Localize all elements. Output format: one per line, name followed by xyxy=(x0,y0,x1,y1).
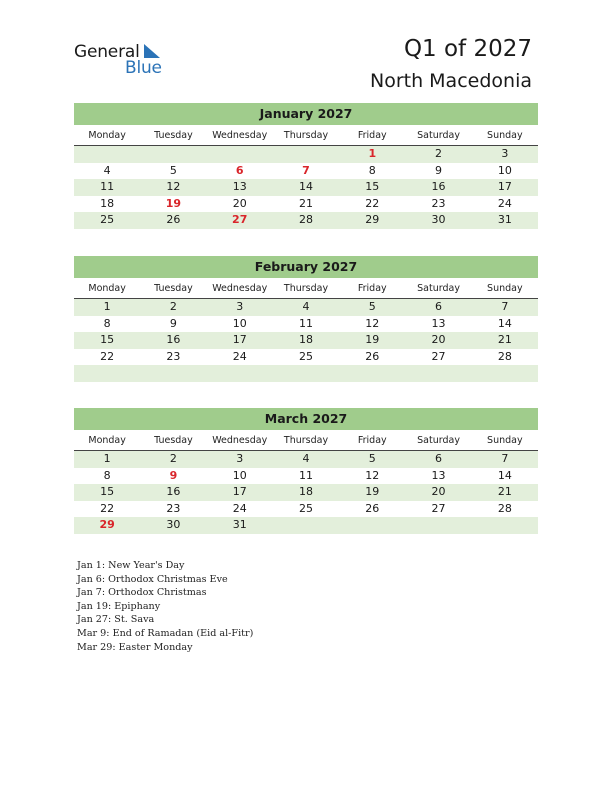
week-row xyxy=(74,484,538,501)
day-cell-holiday: 29 xyxy=(99,518,115,531)
week-row xyxy=(74,212,538,229)
week-row xyxy=(74,196,538,213)
day-cell: 20 xyxy=(431,333,446,346)
weekday-header-row xyxy=(74,280,538,299)
day-cell: 4 xyxy=(302,300,310,313)
day-cell: 10 xyxy=(232,316,247,330)
day-cell: 22 xyxy=(365,196,380,210)
day-cell: 11 xyxy=(100,180,115,193)
weekday-label: Monday xyxy=(88,435,126,446)
day-cell: 26 xyxy=(365,349,380,363)
day-cell: 10 xyxy=(232,468,247,482)
day-cell: 26 xyxy=(365,501,380,515)
day-cell: 15 xyxy=(100,333,115,346)
day-cell: 13 xyxy=(232,180,247,193)
day-cell: 24 xyxy=(232,501,247,515)
day-cell: 8 xyxy=(368,163,376,177)
day-cell: 1 xyxy=(103,452,111,465)
day-cell: 2 xyxy=(169,452,177,465)
day-cell: 14 xyxy=(298,180,313,193)
weekday-label: Sunday xyxy=(487,435,523,446)
weekday-header-row xyxy=(74,127,538,146)
day-cell: 12 xyxy=(365,316,380,330)
day-cell: 16 xyxy=(166,485,181,498)
day-cell: 23 xyxy=(166,349,181,363)
day-cell xyxy=(207,146,273,163)
day-cell: 24 xyxy=(232,349,247,363)
day-cell xyxy=(405,365,471,382)
holiday-note: Jan 1: New Year's Day xyxy=(77,560,185,571)
day-cell: 26 xyxy=(166,213,181,226)
day-cell: 10 xyxy=(497,163,512,177)
day-cell: 16 xyxy=(166,333,181,346)
page-subtitle: North Macedonia xyxy=(369,70,532,92)
day-cell xyxy=(207,365,273,382)
weekday-label: Thursday xyxy=(283,435,329,446)
day-cell: 17 xyxy=(232,485,247,498)
day-cell: 7 xyxy=(501,452,509,465)
day-cell: 1 xyxy=(103,300,111,313)
day-cell: 17 xyxy=(232,333,247,346)
day-cell: 5 xyxy=(368,300,376,313)
weekday-label: Saturday xyxy=(417,130,460,141)
day-cell: 23 xyxy=(431,196,446,210)
weekday-label: Monday xyxy=(88,130,126,141)
day-cell: 8 xyxy=(103,468,111,482)
day-cell: 25 xyxy=(100,213,115,226)
day-cell: 3 xyxy=(236,452,244,465)
day-cell: 30 xyxy=(166,518,181,531)
day-cell: 3 xyxy=(501,147,509,160)
week-row xyxy=(74,517,538,534)
month-calendar-march xyxy=(74,408,538,534)
day-cell: 22 xyxy=(100,501,115,515)
day-cell: 20 xyxy=(232,196,247,210)
day-cell: 25 xyxy=(298,501,313,515)
day-cell: 3 xyxy=(236,300,244,313)
day-cell: 27 xyxy=(431,349,446,363)
day-cell-holiday: 9 xyxy=(169,468,178,482)
day-cell xyxy=(140,146,206,163)
day-cell: 29 xyxy=(365,213,380,226)
day-cell: 15 xyxy=(100,485,115,498)
weekday-label: Wednesday xyxy=(212,130,268,141)
week-row xyxy=(74,501,538,518)
week-row xyxy=(74,299,538,316)
day-cell xyxy=(472,365,538,382)
day-cell: 16 xyxy=(431,180,446,193)
day-cell: 28 xyxy=(298,213,313,226)
day-cell: 22 xyxy=(100,349,115,363)
weekday-label: Thursday xyxy=(283,130,329,141)
day-cell: 5 xyxy=(368,452,376,465)
logo-text-blue: Blue xyxy=(125,58,162,78)
month-calendar-february xyxy=(74,256,538,382)
day-cell: 11 xyxy=(298,316,313,330)
week-row xyxy=(74,146,538,163)
day-cell: 15 xyxy=(365,180,380,193)
holiday-list xyxy=(77,559,253,654)
day-cell: 17 xyxy=(497,180,512,193)
day-cell xyxy=(140,365,206,382)
day-cell-holiday: 27 xyxy=(232,213,248,226)
day-cell: 14 xyxy=(497,468,512,482)
logo-text-general: General xyxy=(74,42,140,62)
weekday-label: Thursday xyxy=(283,283,329,294)
day-cell: 12 xyxy=(365,468,380,482)
day-cell: 27 xyxy=(431,501,446,515)
day-cell: 21 xyxy=(298,196,313,210)
month-title: January 2027 xyxy=(74,103,538,125)
holiday-note: Jan 7: Orthodox Christmas xyxy=(77,587,207,599)
holiday-note: Jan 27: St. Sava xyxy=(77,614,155,626)
day-cell: 2 xyxy=(435,147,443,160)
logo xyxy=(74,42,184,82)
weekday-label: Monday xyxy=(88,283,126,294)
day-cell: 23 xyxy=(166,501,181,515)
week-row xyxy=(74,332,538,349)
day-cell: 12 xyxy=(166,180,181,193)
weekday-label: Tuesday xyxy=(154,130,193,141)
day-cell xyxy=(273,146,339,163)
day-cell: 19 xyxy=(365,485,380,498)
day-cell-holiday: 19 xyxy=(165,196,182,210)
day-cell xyxy=(405,517,471,534)
day-cell: 9 xyxy=(169,316,177,330)
day-cell: 7 xyxy=(501,300,509,313)
week-row xyxy=(74,179,538,196)
day-cell: 4 xyxy=(103,163,111,177)
weekday-label: Saturday xyxy=(417,435,460,446)
month-title: March 2027 xyxy=(74,408,538,430)
day-cell-holiday: 7 xyxy=(302,163,310,177)
day-cell: 20 xyxy=(431,485,446,498)
day-cell-holiday: 6 xyxy=(235,163,244,177)
day-cell: 21 xyxy=(497,333,512,346)
day-cell: 21 xyxy=(497,485,512,498)
holiday-note: Mar 29: Easter Monday xyxy=(77,641,193,653)
day-cell: 6 xyxy=(435,452,443,465)
day-cell: 9 xyxy=(435,163,443,177)
day-cell: 18 xyxy=(298,485,313,498)
day-cell: 19 xyxy=(365,333,380,346)
day-cell xyxy=(472,517,538,534)
holiday-note: Jan 6: Orthodox Christmas Eve xyxy=(77,573,228,585)
week-row xyxy=(74,316,538,333)
day-cell: 13 xyxy=(431,316,446,330)
day-cell: 6 xyxy=(435,300,443,313)
day-cell xyxy=(74,365,140,382)
day-cell xyxy=(339,365,405,382)
day-cell: 18 xyxy=(100,196,115,210)
weekday-label: Friday xyxy=(357,130,387,141)
page-title: Q1 of 2027 xyxy=(403,36,532,62)
day-cell: 2 xyxy=(169,300,177,313)
day-cell: 4 xyxy=(302,452,310,465)
day-cell: 31 xyxy=(232,518,247,531)
weekday-label: Sunday xyxy=(487,283,523,294)
day-cell: 8 xyxy=(103,316,111,330)
day-cell: 28 xyxy=(497,501,512,515)
holiday-note: Jan 19: Epiphany xyxy=(77,600,161,612)
holiday-note: Mar 9: End of Ramadan (Eid al-Fitr) xyxy=(77,627,254,639)
week-row xyxy=(74,365,538,382)
day-cell: 31 xyxy=(497,213,512,226)
weekday-label: Friday xyxy=(357,283,387,294)
day-cell xyxy=(339,517,405,534)
month-calendar-january xyxy=(74,103,538,229)
day-cell: 18 xyxy=(298,333,313,346)
day-cell xyxy=(273,517,339,534)
week-row xyxy=(74,468,538,485)
weekday-label: Tuesday xyxy=(154,435,193,446)
day-cell: 24 xyxy=(497,196,512,210)
weekday-label: Wednesday xyxy=(212,283,268,294)
weekday-label: Tuesday xyxy=(154,283,193,294)
month-title: February 2027 xyxy=(74,256,538,278)
day-cell: 30 xyxy=(431,213,446,226)
week-row xyxy=(74,451,538,468)
weekday-header-row xyxy=(74,432,538,451)
weekday-label: Saturday xyxy=(417,283,460,294)
day-cell: 25 xyxy=(298,349,313,363)
day-cell-holiday: 1 xyxy=(368,147,377,160)
day-cell: 14 xyxy=(497,316,512,330)
day-cell xyxy=(74,146,140,163)
day-cell xyxy=(273,365,339,382)
day-cell: 11 xyxy=(298,468,313,482)
week-row xyxy=(74,349,538,366)
day-cell: 28 xyxy=(497,349,512,363)
day-cell: 5 xyxy=(169,163,177,177)
week-row xyxy=(74,163,538,180)
weekday-label: Wednesday xyxy=(212,435,268,446)
day-cell: 13 xyxy=(431,468,446,482)
weekday-label: Sunday xyxy=(487,130,523,141)
weekday-label: Friday xyxy=(357,435,387,446)
